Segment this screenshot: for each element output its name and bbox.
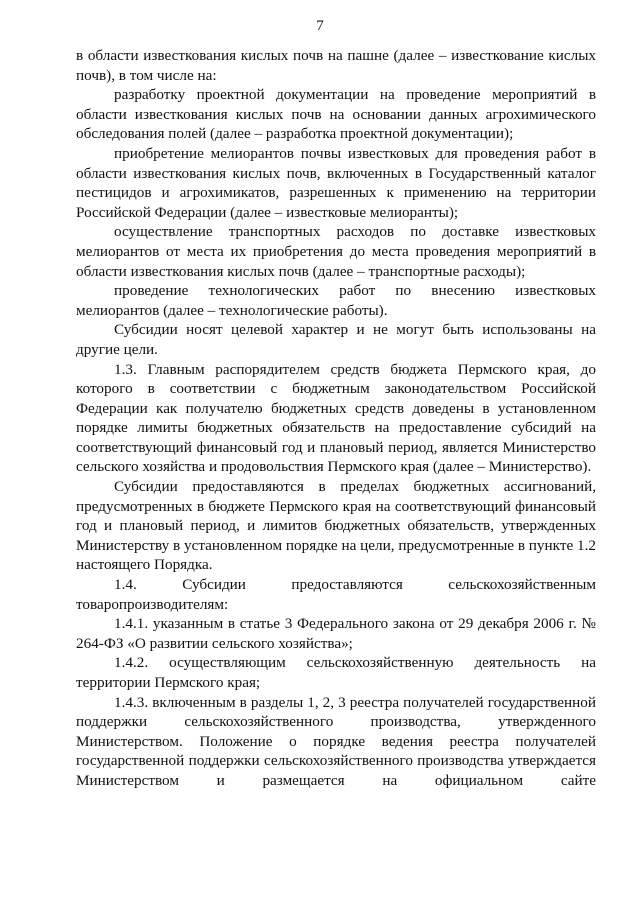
paragraph-target-nature: Субсидии носят целевой характер и не могут быть использованы на другие цели. bbox=[76, 321, 596, 358]
paragraph-transport-costs: осуществление транспортных расходов по доставке известковых мелиорантов от места их приобретения до места проведения мероприятий в области известкования кислых почв (далее – транспортные расходы); bbox=[76, 223, 596, 280]
paragraph-1-4-3: 1.4.3. включенным в разделы 1, 2, 3 реестра получателей государственной поддержки сельскохозяйственного производства, утвержденного Министерством. Положение о порядке ведения реестра получателей государственной поддержки сельскохозяйственного производства утверждается Министерством и размещается на официальном сайте bbox=[76, 693, 596, 789]
paragraph-technological-works: проведение технологических работ по внесению известковых мелиорантов (далее – технологические работы). bbox=[76, 282, 596, 319]
paragraph-budget-limits: Субсидии предоставляются в пределах бюджетных ассигнований, предусмотренных в бюджете Пермского края на соответствующий финансовый год и плановый период, и лимитов бюджетных обязательств, утвержденных Министерству в установленном порядке на цели, предусмотренные в пункте 1.2 настоящего Порядка. bbox=[76, 478, 596, 574]
page-number: 7 bbox=[316, 18, 324, 34]
paragraph-1-4-recipients: 1.4. Субсидии предоставляются сельскохозяйственным товаропроизводителям: bbox=[76, 576, 596, 613]
paragraph-liming-intro: в области известкования кислых почв на пашне (далее – известкование кислых почв), в том числе на: bbox=[76, 47, 596, 84]
paragraph-1-4-2: 1.4.2. осуществляющим сельскохозяйственную деятельность на территории Пермского края; bbox=[76, 654, 596, 691]
paragraph-1-3-main-administrator: 1.3. Главным распорядителем средств бюджета Пермского края, до которого в соответствии с бюджетным законодательством Российской Федерации как получателю бюджетных средств доведены в установленном порядке лимиты бюджетных обязательств на предоставление субсидий на соответствующий финансовый год и плановый период, является Министерство сельского хозяйства и продовольствия Пермского края (далее – Министерство). bbox=[76, 360, 596, 476]
paragraph-project-docs: разработку проектной документации на проведение мероприятий в области известкования кислых почв на основании данных агрохимического обследования полей (далее – разработка проектной документации); bbox=[76, 86, 596, 143]
document-body bbox=[76, 46, 596, 791]
paragraph-ameliorants-purchase: приобретение мелиорантов почвы известковых для проведения работ в области известкования кислых почв, включенных в Государственный каталог пестицидов и агрохимикатов, разрешенных к применению на территории Российской Федерации (далее – известковые мелиоранты); bbox=[76, 144, 596, 221]
paragraph-1-4-1: 1.4.1. указанным в статье 3 Федерального закона от 29 декабря 2006 г. № 264-ФЗ «О развитии сельского хозяйства»; bbox=[76, 615, 596, 652]
